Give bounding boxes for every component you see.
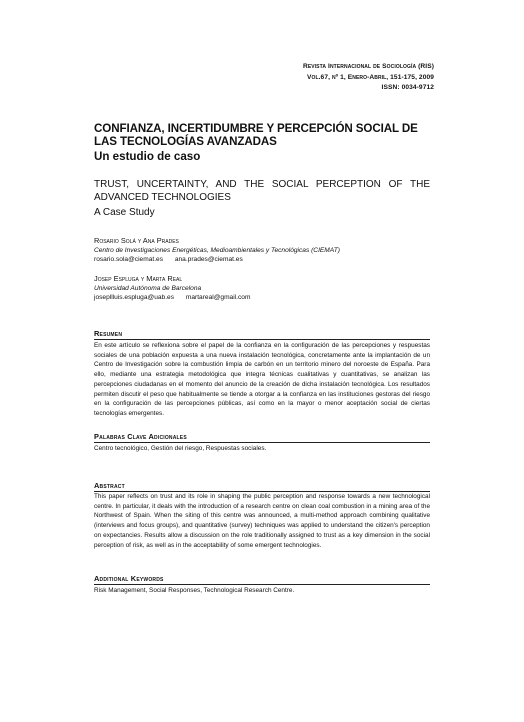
resumen-text: En este artículo se reflexiona sobre el papel de la confianza en la configuración de las percepciones y respuestas sociales de una población expuesta a una nueva instalación tecnológica, concretamente ante la implantación de un Centro de Investigación sobre la combustión limpia de carbón en un territorio minero del noroeste de España. Para ello, mediante una estrategia metodológica que integra técnicas cualitativas y cuantitativas, se analizan las percepciones ciudadanas en el momento del anuncio de la creación de dicha instalación tecnológica. Los resultados permiten discutir el peso que habitualmente se tiende a otorgar a la confianza en las instituciones gestoras del riesgo en la configuración de las percepciones públicas, así como en la mayor o menor aceptación social de ciertas tecnologías emergentes. bbox=[94, 342, 430, 417]
keywords-text: Risk Management, Social Responses, Technological Research Centre. bbox=[94, 587, 295, 594]
palabras-text: Centro tecnológico, Gestión del riesgo, Respuestas sociales. bbox=[94, 445, 267, 452]
section-divider bbox=[94, 442, 430, 443]
paper-subtitle: Un estudio de caso bbox=[94, 150, 201, 163]
author-email[interactable]: rosario.sola@ciemat.es bbox=[94, 256, 163, 263]
keywords-heading: Additional Keywords bbox=[94, 574, 164, 583]
author-email[interactable]: martareal@gmail.com bbox=[185, 294, 251, 301]
palabras-heading: Palabras Clave Adicionales bbox=[94, 432, 187, 441]
author-names: Rosario Solá y Ana Prades bbox=[94, 236, 179, 245]
author-affiliation: Universidad Autónoma de Barcelona bbox=[94, 285, 202, 292]
journal-header bbox=[303, 62, 434, 94]
author-emails bbox=[94, 293, 250, 303]
resumen-heading: Resumen bbox=[94, 329, 123, 338]
section-divider bbox=[94, 584, 430, 585]
journal-issn: ISSN: 0034-9712 bbox=[381, 84, 434, 91]
paper-title: CONFIANZA, INCERTIDUMBRE Y PERCEPCIÓN SOCIAL DE LAS TECNOLOGÍAS AVANZADAS bbox=[94, 122, 418, 148]
english-title: TRUST, UNCERTAINTY, AND THE SOCIAL PERCEPTION OF THE ADVANCED TECHNOLOGIES bbox=[94, 179, 430, 203]
author-block-2 bbox=[94, 273, 250, 303]
author-emails bbox=[94, 255, 340, 265]
journal-name: Revista Internacional de Sociología (RIS) bbox=[302, 63, 434, 70]
author-email[interactable]: josepllluis.espluga@uab.es bbox=[94, 294, 175, 301]
abstract-heading: Abstract bbox=[94, 481, 125, 490]
english-subtitle: A Case Study bbox=[94, 207, 155, 218]
author-names: Josep Espluga y Marta Real bbox=[94, 274, 183, 283]
author-block-1 bbox=[94, 235, 340, 265]
journal-volume: Vol.67, nº 1, Enero-Abril, 151-175, 2009 bbox=[306, 73, 434, 81]
author-email[interactable]: ana.prades@ciemat.es bbox=[174, 256, 243, 263]
section-divider bbox=[94, 339, 430, 340]
abstract-text: This paper reflects on trust and its role in shaping the public perception and response towards a new technological centre. In particular, it deals with the introduction of a research centre on clean coal combustion in a mining area of the Northwest of Spain. When the siting of this centre was announced, a multi-method approach combining qualitative (interviews and focus groups), and quantitative (survey) techniques was applied to understand the citizen's perception on expectancies. Results allow a discussion on the role traditionally assigned to trust as a key dimension in the social perception of risk, as well as in the acceptability of some emergent technologies. bbox=[94, 493, 430, 549]
author-affiliation: Centro de Investigaciones Energéticas, Medioambientales y Tecnológicas (CIEMAT) bbox=[94, 247, 340, 254]
